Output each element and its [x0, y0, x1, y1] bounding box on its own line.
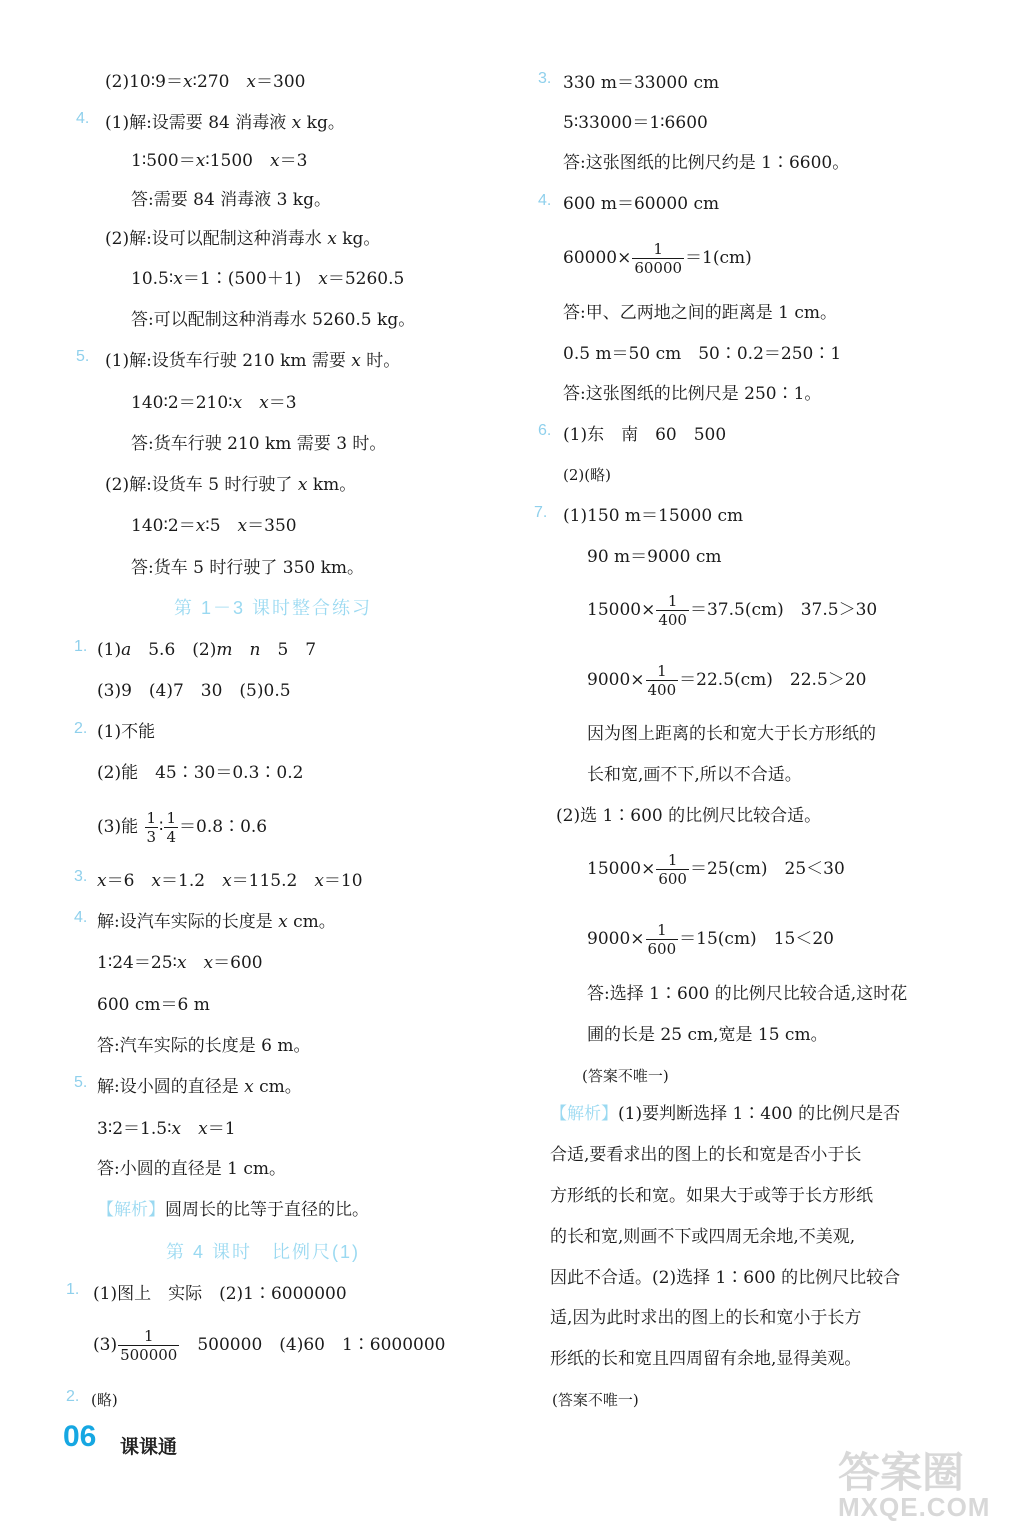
denominator: 60000 — [634, 259, 683, 277]
answer-line: 330 m＝33000 cm — [563, 73, 720, 93]
question-number: 3. — [538, 70, 552, 87]
answer-line: 90 m＝9000 cm — [587, 547, 722, 567]
text: cm。 — [287, 912, 336, 932]
analysis-line — [97, 1199, 369, 1221]
question-number: 3. — [74, 868, 88, 885]
text: 9000× — [587, 929, 645, 949]
numerator: 1 — [143, 1327, 154, 1345]
text: 时。 — [360, 351, 401, 371]
variable: x — [182, 72, 193, 92]
variable: x — [237, 516, 248, 536]
text: ＝3 — [279, 151, 308, 171]
question-number: 5. — [74, 1074, 88, 1091]
text: 15000× — [587, 600, 656, 620]
text: ＝37.5(cm) 37.5＞30 — [689, 600, 878, 620]
answer-line: 答:甲、乙两地之间的距离是 1 cm。 — [563, 303, 837, 323]
fraction — [164, 809, 178, 846]
answer-line: 答:这张图纸的比例尺是 250∶1。 — [563, 384, 822, 404]
answer-line — [105, 474, 356, 496]
variable: x — [259, 393, 269, 413]
variable: x — [173, 269, 183, 289]
answer-line: (略) — [91, 1391, 118, 1409]
answer-line — [131, 150, 307, 172]
text: 1∶500＝ — [131, 151, 196, 171]
analysis-tag: 【解析】 — [97, 1200, 165, 1220]
variable: x — [351, 351, 361, 371]
text: ＝10 — [323, 871, 363, 891]
text: (3)能 — [97, 817, 139, 837]
text: ∶5 — [205, 516, 221, 536]
note: (答案不唯一) — [582, 1067, 669, 1085]
numerator: 1 — [667, 851, 678, 869]
answer-line — [587, 658, 866, 702]
answer-line: 答:货车行驶 210 km 需要 3 时。 — [131, 434, 387, 454]
answer-line: (1)不能 — [97, 722, 156, 742]
answer-line: 0.5 m＝50 cm 50∶0.2＝250∶1 — [563, 344, 842, 364]
answer-line — [587, 847, 845, 891]
variable: x — [244, 1077, 254, 1097]
variable: x — [198, 1119, 208, 1139]
text: ＝15(cm) 15＜20 — [679, 929, 834, 949]
text: ∶1500 — [205, 151, 253, 171]
denominator: 400 — [647, 681, 677, 699]
fraction — [632, 240, 684, 277]
text: kg。 — [301, 113, 345, 133]
variable: x — [222, 871, 232, 891]
answer-line: 答:需要 84 消毒液 3 kg。 — [131, 190, 331, 210]
answer-line: 答:可以配制这种消毒水 5260.5 kg。 — [131, 310, 416, 330]
variable: x — [195, 516, 206, 536]
numerator: 1 — [653, 240, 663, 258]
text: (2)10∶9＝ — [105, 72, 183, 92]
answer-line — [105, 71, 305, 93]
answer-line: (2)能 45∶30＝0.3∶0.2 — [97, 763, 304, 783]
answer-line: 因为图上距离的长和宽大于长方形纸的 — [587, 724, 876, 744]
variable: m — [216, 640, 233, 660]
variable: x — [176, 953, 187, 973]
watermark: 答案圈 — [838, 1449, 965, 1496]
text: 5.6 (2) — [148, 640, 217, 660]
analysis-line: 方形纸的长和宽。如果大于或等于长方形纸 — [550, 1186, 873, 1206]
text: 140∶2＝210∶ — [131, 393, 233, 413]
answer-line — [97, 911, 336, 933]
answer-line: (1)图上 实际 (2)1∶6000000 — [93, 1284, 347, 1304]
question-number: 2. — [66, 1388, 80, 1405]
answer-line — [93, 1323, 446, 1367]
variable: a — [121, 640, 132, 660]
answer-line — [131, 515, 297, 537]
note: (答案不唯一) — [552, 1391, 639, 1409]
variable: x — [97, 871, 107, 891]
text: 3∶2＝1.5∶ — [97, 1119, 172, 1139]
text: ＝350 — [247, 516, 297, 536]
text: ＝1(cm) — [685, 248, 752, 268]
answer-line — [97, 1076, 302, 1098]
answer-line: (1)东 南 60 500 — [563, 425, 727, 445]
text: ＝0.8∶0.6 — [179, 817, 268, 837]
answer-line — [97, 870, 363, 892]
question-number: 1. — [74, 638, 88, 655]
text: (1)解:设需要 84 消毒液 — [105, 113, 292, 133]
text: cm。 — [253, 1077, 302, 1097]
answer-line: 答:货车 5 时行驶了 350 km。 — [131, 558, 365, 578]
variable: x — [195, 151, 206, 171]
numerator: 1 — [667, 592, 678, 610]
text: ＝300 — [256, 72, 306, 92]
answer-line: 600 m＝60000 cm — [563, 194, 720, 214]
text: ＝6 — [106, 871, 135, 891]
text: ＝1.2 — [161, 871, 206, 891]
text: 5 7 — [277, 640, 317, 660]
question-number: 6. — [538, 422, 552, 439]
question-number: 4. — [538, 192, 552, 209]
variable: x — [327, 229, 337, 249]
text: 圆周长的比等于直径的比。 — [165, 1200, 369, 1220]
answer-line — [105, 112, 345, 134]
question-number: 4. — [76, 110, 90, 127]
denominator: 600 — [658, 870, 687, 888]
numerator: 1 — [657, 921, 667, 939]
variable: x — [151, 871, 162, 891]
question-number: 4. — [74, 909, 88, 926]
question-number: 7. — [534, 504, 548, 521]
answer-line — [97, 1118, 236, 1140]
fraction — [656, 851, 689, 888]
brand-logo: 课课通 — [120, 1437, 178, 1458]
answer-line: 长和宽,画不下,所以不合适。 — [587, 765, 802, 785]
variable: x — [171, 1119, 182, 1139]
variable: x — [232, 393, 243, 413]
variable: x — [270, 151, 280, 171]
fraction — [118, 1327, 179, 1364]
denominator: 4 — [166, 828, 177, 846]
text: (1)要判断选择 1∶400 的比例尺是否 — [618, 1104, 901, 1124]
variable: x — [291, 113, 302, 133]
page-number: 06 — [63, 1420, 97, 1453]
fraction — [656, 592, 689, 629]
text: 解:设小圆的直径是 — [97, 1077, 245, 1097]
text: (2)解:设货车 5 时行驶了 — [105, 475, 298, 495]
text: ＝22.5(cm) 22.5＞20 — [679, 670, 867, 690]
variable: x — [297, 475, 308, 495]
text: (3) — [93, 1335, 118, 1355]
variable: x — [318, 269, 328, 289]
text: 500000 (4)60 1∶6000000 — [197, 1335, 446, 1355]
section-heading: 第 1－3 课时整合练习 — [174, 598, 373, 618]
text: (2)解:设可以配制这种消毒水 — [105, 229, 328, 249]
answer-line — [563, 236, 752, 280]
fraction — [646, 662, 679, 699]
answer-line: 600 cm＝6 m — [97, 995, 210, 1015]
denominator: 500000 — [120, 1346, 178, 1364]
question-number: 2. — [74, 720, 88, 737]
answer-line — [131, 268, 404, 290]
text: 140∶2＝ — [131, 516, 196, 536]
analysis-line: 形纸的长和宽且四周留有余地,显得美观。 — [550, 1349, 862, 1369]
answer-line: (2)选 1∶600 的比例尺比较合适。 — [556, 806, 822, 826]
text: ＝1 — [207, 1119, 236, 1139]
denominator: 400 — [658, 611, 687, 629]
variable: x — [314, 871, 324, 891]
denominator: 600 — [647, 940, 677, 958]
analysis-line — [550, 1103, 900, 1125]
answer-line — [587, 588, 877, 632]
answer-line — [105, 228, 380, 250]
answer-line — [97, 952, 263, 974]
answer-line: 答:小圆的直径是 1 cm。 — [97, 1159, 286, 1179]
text: ＝1∶(500＋1) — [182, 269, 302, 289]
section-heading: 第 4 课时 比例尺(1) — [166, 1242, 361, 1262]
text: 10.5∶ — [131, 269, 174, 289]
analysis-line: 因此不合适。(2)选择 1∶600 的比例尺比较合 — [550, 1268, 901, 1288]
numerator: 1 — [146, 809, 157, 827]
answer-line: 答:汽车实际的长度是 6 m。 — [97, 1036, 311, 1056]
answer-line: 5∶33000＝1∶6600 — [563, 113, 708, 133]
answer-line — [131, 392, 297, 414]
answer-line: 圃的长是 25 cm,宽是 15 cm。 — [587, 1025, 828, 1045]
answer-line: 答:选择 1∶600 的比例尺比较合适,这时花 — [587, 984, 908, 1004]
numerator: 1 — [657, 662, 667, 680]
text: ∶270 — [192, 72, 230, 92]
text: ＝115.2 — [231, 871, 298, 891]
question-number: 1. — [66, 1281, 80, 1298]
answer-line — [105, 350, 400, 372]
text: 60000× — [563, 248, 632, 268]
answer-line: (2)(略) — [563, 466, 611, 484]
text: ＝600 — [213, 953, 263, 973]
text: 解:设汽车实际的长度是 — [97, 912, 279, 932]
fraction — [145, 809, 159, 846]
text: 9000× — [587, 670, 645, 690]
answer-line — [587, 917, 834, 961]
variable: x — [278, 912, 288, 932]
answer-line — [97, 639, 316, 661]
variable: n — [249, 640, 261, 660]
text: 15000× — [587, 859, 656, 879]
answer-line: (1)150 m＝15000 cm — [563, 506, 744, 526]
variable: x — [246, 72, 257, 92]
text: kg。 — [336, 229, 381, 249]
text: (1) — [97, 640, 122, 660]
watermark: MXQE.COM — [838, 1492, 991, 1522]
question-number: 5. — [76, 348, 90, 365]
answer-line: (3)9 (4)7 30 (5)0.5 — [97, 681, 291, 701]
text: ＝25(cm) 25＜30 — [689, 859, 845, 879]
text: (1)解:设货车行驶 210 km 需要 — [105, 351, 352, 371]
numerator: 1 — [166, 809, 177, 827]
text: ＝5260.5 — [327, 269, 405, 289]
text: 1∶24＝25∶ — [97, 953, 177, 973]
analysis-line: 合适,要看求出的图上的长和宽是否小于长 — [550, 1145, 862, 1165]
fraction — [646, 921, 679, 958]
denominator: 3 — [146, 828, 157, 846]
text: ＝3 — [268, 393, 297, 413]
variable: x — [203, 953, 214, 973]
text: km。 — [307, 475, 357, 495]
answer-line: 答:这张图纸的比例尺约是 1∶6600。 — [563, 153, 850, 173]
answer-line: (3)能 $\frac{1}{3}$ ∶ $\frac{1}{4}$ ＝0.8∶0.6 — [97, 809, 268, 846]
analysis-tag: 【解析】 — [550, 1104, 618, 1124]
analysis-line: 的长和宽,则画不下或四周无余地,不美观, — [550, 1227, 856, 1247]
analysis-line: 适,因为此时求出的图上的长和宽小于长方 — [550, 1308, 862, 1328]
